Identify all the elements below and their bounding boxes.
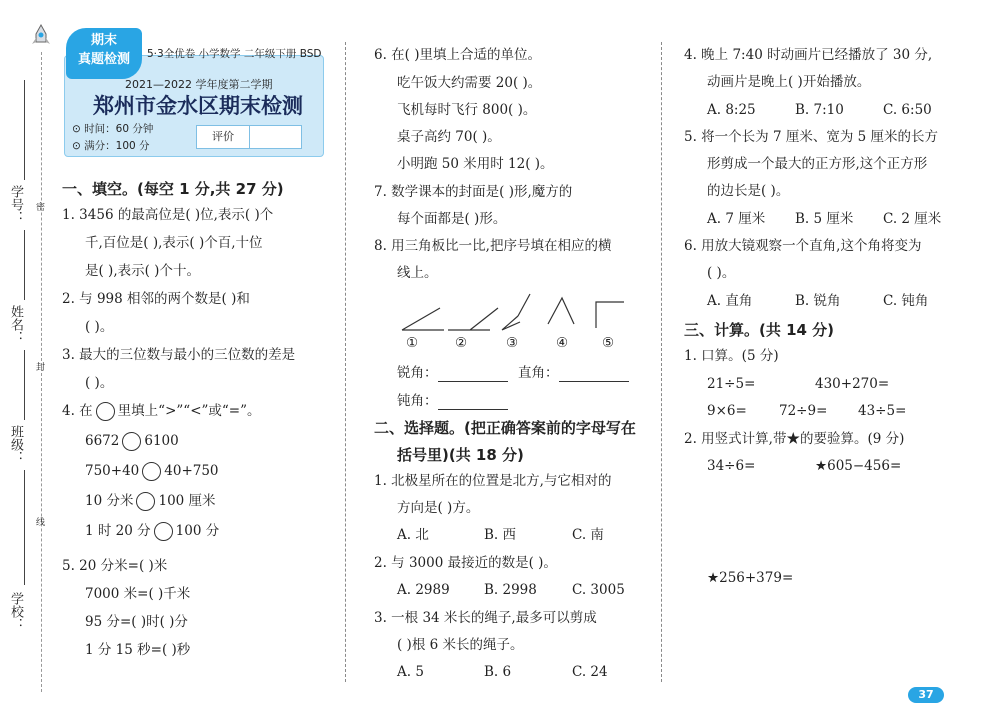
c3-line1: 3. 一根 34 米长的绳子,最多可以剪成 bbox=[374, 610, 597, 626]
c3-option-b: B. 6 bbox=[484, 664, 512, 680]
class-label: 班级： bbox=[8, 425, 23, 464]
answer-circle[interactable] bbox=[122, 432, 141, 451]
c6-option-c: C. 钝角 bbox=[883, 293, 929, 309]
obtuse-blank[interactable] bbox=[438, 409, 508, 410]
k1-expr-5: 43÷5= bbox=[858, 403, 907, 419]
angle-label-5: ⑤ bbox=[602, 335, 615, 351]
c4-option-b: B. 7:10 bbox=[795, 102, 844, 118]
exam-badge bbox=[66, 28, 142, 79]
q6-line1: 6. 在( )里填上合适的单位。 bbox=[374, 47, 541, 63]
school-label: 学校： bbox=[8, 592, 23, 631]
c4-option-c: C. 6:50 bbox=[883, 102, 932, 118]
column-divider-2 bbox=[661, 42, 662, 682]
name-line bbox=[24, 230, 25, 300]
exam-score: ⊙ 满分：100 分 bbox=[72, 140, 150, 152]
school-year: 2021—2022 学年度第二学期 bbox=[125, 78, 273, 91]
q7-line2: 每个面都是( )形。 bbox=[397, 211, 507, 227]
c5-line1: 5. 将一个长为 7 厘米、宽为 5 厘米的长方 bbox=[684, 129, 939, 145]
q6-line5: 小明跑 50 米用时 12( )。 bbox=[397, 156, 554, 172]
c2-line1: 2. 与 3000 最接近的数是( )。 bbox=[374, 555, 557, 571]
q4-title: 4. 在 里填上“>”“<”或“=”。 bbox=[62, 403, 261, 419]
q6-line2: 吃午饭大约需要 20( )。 bbox=[397, 75, 542, 91]
class-line bbox=[24, 350, 25, 420]
angle-5 bbox=[596, 302, 624, 328]
evaluation-label: 评价 bbox=[197, 126, 250, 148]
c5-option-b: B. 5 厘米 bbox=[795, 211, 854, 227]
clock-icon: ⊙ bbox=[72, 123, 81, 135]
compare-circle-icon bbox=[96, 402, 115, 421]
c2-option-c: C. 3005 bbox=[572, 582, 625, 598]
seal-char-feng: 封 bbox=[36, 363, 46, 373]
k2-expr-1: 34÷6= bbox=[707, 458, 756, 474]
q3-line2: ( )。 bbox=[85, 375, 114, 391]
c6-line1: 6. 用放大镜观察一个直角,这个角将变为 bbox=[684, 238, 922, 254]
angle-3 bbox=[502, 294, 530, 330]
angle-label-2: ② bbox=[455, 335, 468, 351]
badge-line1: 期末 bbox=[90, 33, 117, 48]
q6-line4: 桌子高约 70( )。 bbox=[397, 129, 501, 145]
c6-option-a: A. 直角 bbox=[707, 293, 753, 309]
c4-line2: 动画片是晚上( )开始播放。 bbox=[707, 74, 871, 90]
c6-line2: ( )。 bbox=[707, 265, 736, 281]
exam-title: 郑州市金水区期末检测 bbox=[93, 94, 303, 118]
page-number: 37 bbox=[908, 687, 944, 703]
q8-line2: 线上。 bbox=[397, 265, 438, 281]
c5-line2: 形剪成一个最大的正方形,这个正方形 bbox=[707, 156, 928, 172]
c4-line1: 4. 晚上 7:40 时动画片已经播放了 30 分, bbox=[684, 47, 933, 63]
c3-line2: ( )根 6 米长的绳子。 bbox=[397, 637, 524, 653]
answer-circle[interactable] bbox=[136, 492, 155, 511]
c2-option-b: B. 2998 bbox=[484, 582, 537, 598]
q5-line3: 95 分=( )时( )分 bbox=[85, 614, 188, 630]
c1-line1: 1. 北极星所在的位置是北方,与它相对的 bbox=[374, 473, 612, 489]
angle-2 bbox=[448, 308, 498, 330]
k1-expr-4: 72÷9= bbox=[779, 403, 828, 419]
q2-line2: ( )。 bbox=[85, 319, 114, 335]
column-divider-1 bbox=[345, 42, 346, 682]
section-choice-2: 括号里)(共 18 分) bbox=[397, 446, 524, 464]
right-angle-answer: 直角： bbox=[518, 364, 629, 382]
q3-line1: 3. 最大的三位数与最小的三位数的差是 bbox=[62, 347, 296, 363]
q4-item2: 750+40 40+750 bbox=[85, 463, 219, 479]
answer-circle[interactable] bbox=[142, 462, 161, 481]
section-fill-blanks: 一、填空。(每空 1 分,共 27 分) bbox=[62, 180, 284, 198]
angle-1 bbox=[402, 308, 444, 330]
q2-line1: 2. 与 998 相邻的两个数是( )和 bbox=[62, 291, 250, 307]
obtuse-angle-answer: 钝角： bbox=[397, 392, 508, 410]
c5-option-a: A. 7 厘米 bbox=[707, 211, 766, 227]
q1-line1: 1. 3456 的最高位是( )位,表示( )个 bbox=[62, 207, 274, 223]
badge-line2: 真题检测 bbox=[77, 52, 130, 67]
k2-expr-2: ★605−456= bbox=[815, 458, 902, 474]
answer-circle[interactable] bbox=[154, 522, 173, 541]
seal-char-mi: 密 bbox=[36, 203, 46, 213]
c3-option-c: C. 24 bbox=[572, 664, 608, 680]
k1-expr-3: 9×6= bbox=[707, 403, 747, 419]
q6-line3: 飞机每时飞行 800( )。 bbox=[397, 102, 537, 118]
q5-line2: 7000 米=( )千米 bbox=[85, 586, 191, 602]
c3-option-a: A. 5 bbox=[397, 664, 424, 680]
acute-angle-answer: 锐角： bbox=[397, 364, 508, 382]
school-line bbox=[24, 470, 25, 585]
q7-line1: 7. 数学课本的封面是( )形,魔方的 bbox=[374, 184, 573, 200]
k1-title: 1. 口算。(5 分) bbox=[684, 348, 779, 364]
section-calculation: 三、计算。(共 14 分) bbox=[684, 321, 835, 339]
check-icon: ⊙ bbox=[72, 140, 81, 152]
section-choice: 二、选择题。(把正确答案前的字母写在 bbox=[374, 419, 636, 437]
c4-option-a: A. 8:25 bbox=[707, 102, 756, 118]
c5-line3: 的边长是( )。 bbox=[707, 183, 790, 199]
student-no-label: 学号： bbox=[8, 185, 23, 224]
q8-line1: 8. 用三角板比一比,把序号填在相应的横 bbox=[374, 238, 612, 254]
student-no-line bbox=[24, 80, 25, 180]
evaluation-box bbox=[196, 125, 302, 149]
rocket-icon bbox=[30, 24, 52, 48]
c1-option-c: C. 南 bbox=[572, 527, 604, 543]
q4-item1: 6672 6100 bbox=[85, 433, 179, 449]
angle-4 bbox=[548, 298, 574, 324]
angle-label-4: ④ bbox=[556, 335, 569, 351]
exam-time: ⊙ 时间：60 分钟 bbox=[72, 123, 154, 135]
k2-title: 2. 用竖式计算,带★的要验算。(9 分) bbox=[684, 431, 905, 447]
series-name: 5·3全优卷 小学数学 二年级下册 BSD bbox=[147, 48, 322, 60]
angle-label-1: ① bbox=[406, 335, 419, 351]
acute-blank[interactable] bbox=[438, 381, 508, 382]
c1-option-b: B. 西 bbox=[484, 527, 517, 543]
name-label: 姓名： bbox=[8, 305, 23, 344]
k1-expr-2: 430+270= bbox=[815, 376, 890, 392]
k1-expr-1: 21÷5= bbox=[707, 376, 756, 392]
angle-label-3: ③ bbox=[506, 335, 519, 351]
c6-option-b: B. 锐角 bbox=[795, 293, 841, 309]
c5-option-c: C. 2 厘米 bbox=[883, 211, 942, 227]
q1-line2: 千,百位是( ),表示( )个百,十位 bbox=[85, 235, 263, 251]
q1-line3: 是( ),表示( )个十。 bbox=[85, 263, 200, 279]
right-blank[interactable] bbox=[559, 381, 629, 382]
seal-char-xian: 线 bbox=[36, 518, 46, 528]
q5-line1: 5. 20 分米=( )米 bbox=[62, 558, 168, 574]
c2-option-a: A. 2989 bbox=[397, 582, 450, 598]
k2-expr-3: ★256+379= bbox=[707, 570, 794, 586]
c1-line2: 方向是( )方。 bbox=[397, 500, 480, 516]
q5-line4: 1 分 15 秒=( )秒 bbox=[85, 642, 191, 658]
q4-item4: 1 时 20 分 100 分 bbox=[85, 523, 220, 539]
q4-item3: 10 分米 100 厘米 bbox=[85, 493, 216, 509]
c1-option-a: A. 北 bbox=[397, 527, 429, 543]
